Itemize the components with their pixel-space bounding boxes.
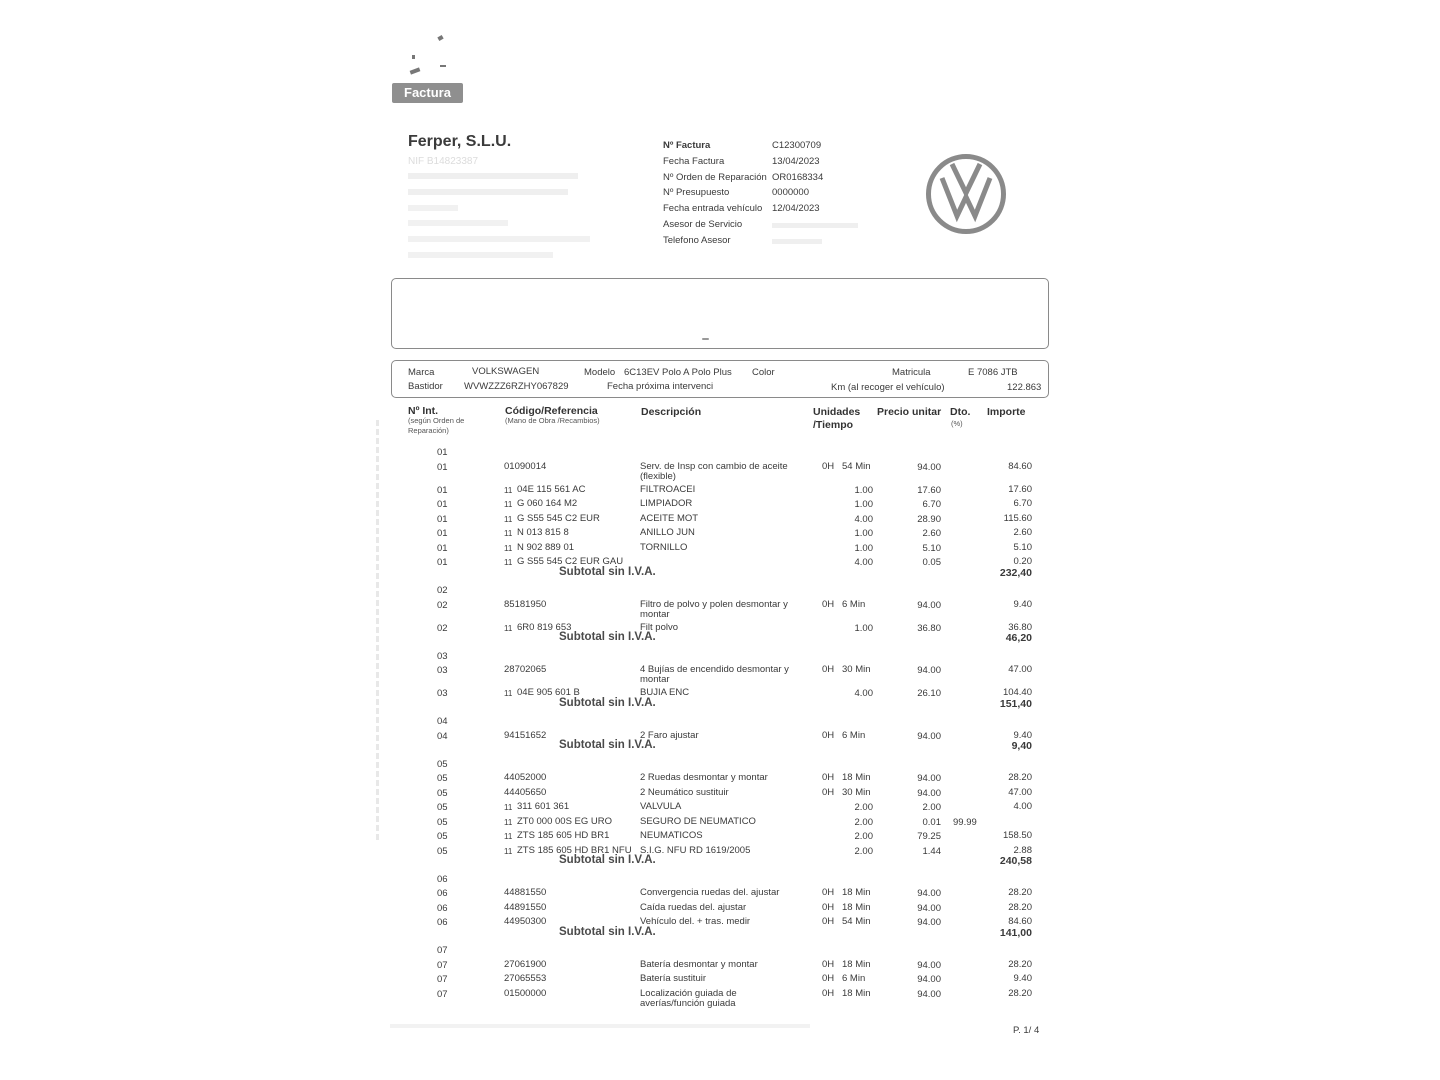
row-code-prefix: 11 (504, 803, 513, 812)
row-unit-price: 79.25 (917, 831, 941, 842)
scan-mark (440, 65, 446, 67)
subtotal-value: 240,58 (999, 855, 1032, 867)
row-code: ZT0 000 00S EG URO (517, 815, 613, 827)
row-code: N 013 815 8 (517, 527, 569, 538)
row-description-cont: averías/función guiada (640, 997, 736, 1009)
row-description: S.I.G. NFU RD 1619/2005 (640, 844, 751, 856)
company-address-faded (408, 236, 590, 242)
row-unit-price: 94.00 (917, 888, 941, 899)
row-code-prefix: 11 (504, 529, 513, 538)
invoice-info-value: 12/04/2023 (772, 203, 820, 215)
invoice-info-label: Fecha entrada vehículo (663, 203, 763, 215)
row-description: Vehículo del. + tras. medir (640, 916, 751, 927)
row-nint: 01 (437, 461, 448, 473)
row-unit-price: 94.00 (917, 917, 941, 928)
invoice-info-value (772, 223, 858, 228)
row-minutes: 6 Min (842, 973, 866, 984)
invoice-info-label: Nº Presupuesto (663, 187, 730, 199)
row-hours: 0H (822, 887, 835, 898)
row-unit-price: 5.10 (922, 542, 941, 554)
row-minutes: 54 Min (842, 916, 871, 927)
row-code: 04E 115 561 AC (517, 483, 586, 495)
color-label: Color (752, 367, 775, 378)
row-amount: 2.60 (1013, 527, 1032, 538)
company-address-faded (408, 220, 508, 226)
row-description: Batería sustituir (640, 973, 706, 984)
row-description: SEGURO DE NEUMATICO (640, 815, 756, 827)
row-nint: 04 (437, 730, 448, 742)
row-description: Convergencia ruedas del. ajustar (640, 887, 780, 898)
row-minutes: 18 Min (842, 958, 871, 970)
matricula-label: Matricula (892, 367, 931, 378)
row-minutes: 30 Min (842, 786, 871, 798)
row-code: ZTS 185 605 HD BR1 (517, 830, 610, 841)
row-nint: 06 (437, 902, 448, 914)
col-precio: Precio unitar (877, 406, 942, 418)
row-quantity: 4.00 (854, 513, 873, 525)
subtotal-label: Subtotal sin I.V.A. (559, 631, 656, 643)
row-hours: 0H (822, 460, 835, 472)
row-minutes: 6 Min (842, 598, 866, 610)
row-description-cont: montar (640, 608, 670, 620)
row-unit-price: 1.44 (922, 845, 941, 857)
col-dto-sub: (%) (951, 419, 963, 428)
group-number: 03 (437, 650, 448, 662)
row-description-cont: montar (640, 674, 670, 685)
row-code: 44405650 (504, 786, 547, 798)
row-nint: 01 (437, 528, 448, 539)
row-amount: 47.00 (1008, 786, 1032, 798)
row-amount: 115.60 (1003, 512, 1032, 524)
fecha-proxima-label: Fecha próxima intervenci (607, 381, 714, 392)
company-nif: NIF B14823387 (408, 156, 479, 167)
scan-mark (437, 35, 443, 41)
subtotal-value: 151,40 (999, 697, 1032, 710)
col-codigo-sub: (Mano de Obra /Recambios) (505, 416, 600, 425)
row-code: 27065553 (504, 973, 547, 984)
row-description: BUJIA ENC (640, 687, 690, 698)
row-nint: 01 (437, 557, 448, 568)
company-address-faded (408, 173, 578, 179)
page-number: P. 1/ 4 (1013, 1025, 1040, 1036)
row-code: 44052000 (504, 772, 547, 783)
row-unit-price: 0.05 (922, 557, 941, 568)
row-description: ACEITE MOT (640, 512, 699, 524)
row-code: G S55 545 C2 EUR (517, 512, 600, 524)
row-code: N 902 889 01 (517, 541, 575, 553)
row-hours: 0H (822, 772, 835, 783)
row-amount: 28.20 (1008, 772, 1032, 783)
row-unit-price: 94.00 (917, 599, 941, 611)
row-nint: 01 (437, 484, 448, 496)
row-description: Localización guiada de (640, 987, 737, 999)
row-quantity: 1.00 (854, 542, 873, 554)
row-minutes: 18 Min (842, 901, 871, 913)
row-code: 44881550 (504, 887, 547, 898)
row-unit-price: 26.10 (917, 688, 941, 699)
row-amount: 9.40 (1013, 973, 1032, 984)
row-amount: 17.60 (1008, 483, 1032, 495)
row-description: LIMPIADOR (640, 498, 693, 509)
vehicle-info-box (391, 360, 1049, 398)
invoice-info-label: Nº Factura (663, 140, 711, 151)
bastidor-value: WVWZZZ6RZHY067829 (464, 381, 569, 392)
row-nint: 03 (437, 665, 448, 676)
row-amount: 28.20 (1008, 901, 1032, 913)
row-hours: 0H (822, 958, 835, 970)
row-nint: 05 (437, 816, 448, 828)
group-number: 06 (437, 873, 448, 885)
col-unidades: Unidades /Tiempo (813, 406, 861, 431)
row-unit-price: 94.00 (917, 665, 941, 676)
row-quantity: 2.00 (854, 802, 873, 813)
subtotal-label: Subtotal sin I.V.A. (559, 739, 656, 751)
row-code-prefix: 11 (504, 846, 513, 856)
row-nint: 02 (437, 599, 448, 611)
subtotal-value: 232,40 (999, 566, 1032, 579)
group-number: 04 (437, 716, 448, 727)
invoice-info-value: 0000000 (772, 187, 809, 199)
volkswagen-logo-icon (925, 153, 1007, 235)
invoice-info-label: Asesor de Servicio (663, 219, 743, 230)
row-nint: 01 (437, 499, 448, 510)
row-amount: 9.40 (1013, 598, 1032, 610)
row-code: 94151652 (504, 729, 547, 741)
bastidor-label: Bastidor (408, 381, 443, 392)
subtotal-value: 9,40 (1011, 740, 1032, 752)
row-code-prefix: 11 (504, 689, 513, 698)
row-amount: 36.80 (1008, 621, 1032, 633)
invoice-info-value: OR0168334 (772, 171, 824, 183)
invoice-info-label: Telefono Asesor (663, 234, 731, 246)
row-unit-price: 94.00 (917, 461, 941, 473)
row-unit-price: 0.01 (922, 816, 941, 828)
col-nint-sub: (según Orden de Reparación) (408, 416, 465, 435)
row-quantity: 4.00 (854, 557, 873, 568)
row-description: 4 Bujías de encendido desmontar y (640, 664, 789, 675)
company-address-faded (408, 252, 553, 258)
row-unit-price: 94.00 (917, 959, 941, 971)
row-code: 85181950 (504, 598, 547, 610)
row-unit-price: 17.60 (917, 484, 941, 496)
row-unit-price: 94.00 (917, 974, 941, 985)
row-description: ANILLO JUN (640, 527, 695, 538)
row-code: 44950300 (504, 916, 547, 927)
row-amount: 84.60 (1008, 460, 1032, 472)
subtotal-value: 141,00 (999, 926, 1032, 939)
group-number: 02 (437, 585, 448, 596)
row-quantity: 1.00 (854, 528, 873, 539)
row-description: 2 Neumático sustituir (640, 786, 729, 798)
subtotal-label: Subtotal sin I.V.A. (559, 854, 656, 866)
row-code: 01090014 (504, 460, 547, 472)
row-nint: 01 (437, 513, 448, 525)
row-code: G S55 545 C2 EUR GAU (517, 556, 624, 567)
col-importe: Importe (987, 406, 1026, 418)
row-code-prefix: 11 (504, 817, 513, 827)
row-quantity: 1.00 (854, 484, 873, 496)
group-number: 01 (437, 447, 448, 458)
invoice-info-value: 13/04/2023 (772, 155, 820, 167)
marca-value: VOLKSWAGEN (472, 366, 540, 377)
row-code-prefix: 11 (504, 500, 513, 509)
row-code: 04E 905 601 B (517, 687, 580, 698)
invoice-info-label: Fecha Factura (663, 155, 725, 167)
marca-label: Marca (408, 367, 435, 378)
row-unit-price: 6.70 (922, 499, 941, 510)
row-description: 2 Ruedas desmontar y montar (640, 772, 768, 783)
row-description: Serv. de Insp con cambio de aceite (640, 460, 788, 472)
row-quantity: 1.00 (854, 622, 873, 634)
row-unit-price: 94.00 (917, 902, 941, 914)
row-nint: 07 (437, 959, 448, 971)
row-quantity: 2.00 (854, 831, 873, 842)
row-code: G 060 164 M2 (517, 498, 578, 509)
row-description: Filt polvo (640, 621, 679, 633)
row-minutes: 18 Min (842, 772, 871, 783)
company-address-faded (408, 205, 458, 211)
row-description-cont: (flexible) (640, 470, 676, 482)
row-code-prefix: 11 (504, 514, 513, 524)
invoice-info-value (772, 239, 822, 244)
row-nint: 07 (437, 974, 448, 985)
row-minutes: 30 Min (842, 664, 871, 675)
row-quantity: 4.00 (854, 688, 873, 699)
row-code: 01500000 (504, 987, 547, 999)
row-unit-price: 94.00 (917, 773, 941, 784)
row-hours: 0H (822, 916, 835, 927)
matricula-value: E 7086 JTB (968, 367, 1018, 378)
row-hours: 0H (822, 598, 835, 610)
row-nint: 02 (437, 622, 448, 634)
row-nint: 05 (437, 787, 448, 799)
row-code: 311 601 361 (517, 801, 570, 812)
row-minutes: 6 Min (842, 729, 866, 741)
row-amount: 158.50 (1002, 830, 1032, 841)
row-amount: 28.20 (1008, 958, 1032, 970)
row-description: NEUMATICOS (640, 830, 703, 841)
row-amount: 4.00 (1013, 801, 1032, 812)
row-description: TORNILLO (640, 541, 688, 553)
row-code: ZTS 185 605 HD BR1 NFU (517, 844, 632, 856)
row-unit-price: 94.00 (917, 988, 941, 1000)
modelo-label: Modelo (584, 367, 616, 378)
row-code-prefix: 11 (504, 485, 513, 495)
col-descripcion: Descripción (641, 406, 702, 418)
invoice-info-label: Nº Orden de Reparación (663, 171, 767, 183)
row-nint: 05 (437, 845, 448, 857)
row-nint: 01 (437, 542, 448, 554)
row-quantity: 1.00 (854, 499, 873, 510)
subtotal-value: 46,20 (1005, 632, 1032, 644)
row-minutes: 18 Min (842, 887, 871, 898)
customer-address-box (391, 278, 1049, 349)
col-dto: Dto. (950, 406, 971, 418)
side-legal-note (372, 420, 384, 840)
company-name: Ferper, S.L.U. (408, 133, 512, 150)
row-amount: 84.60 (1008, 916, 1032, 927)
col-nint: Nº Int. (408, 405, 439, 417)
row-hours: 0H (822, 901, 835, 913)
row-amount: 5.10 (1013, 541, 1032, 553)
row-amount: 6.70 (1013, 498, 1032, 509)
col-codigo: Código/Referencia (505, 405, 598, 417)
km-value: 122.863 (1007, 382, 1042, 393)
row-nint: 06 (437, 888, 448, 899)
row-minutes: 18 Min (842, 987, 871, 999)
row-unit-price: 2.00 (922, 802, 941, 813)
row-code: 28702065 (504, 664, 547, 675)
row-minutes: 54 Min (842, 460, 871, 472)
row-amount: 47.00 (1008, 664, 1032, 675)
row-description: Caída ruedas del. ajustar (640, 901, 747, 913)
row-nint: 05 (437, 831, 448, 842)
row-code: 27061900 (504, 958, 547, 970)
row-description: VALVULA (640, 801, 682, 812)
row-hours: 0H (822, 729, 835, 741)
row-discount: 99.99 (953, 816, 977, 828)
company-address-faded (408, 189, 568, 195)
row-amount: 2.88 (1013, 844, 1032, 856)
document-type-tag: Factura (392, 83, 463, 103)
row-amount: 28.20 (1008, 987, 1032, 999)
row-unit-price: 94.00 (917, 787, 941, 799)
row-amount: 0.20 (1013, 556, 1032, 567)
row-hours: 0H (822, 973, 835, 984)
row-amount: 104.40 (1002, 687, 1032, 698)
invoice-info-value: C12300709 (772, 140, 822, 151)
row-amount: 28.20 (1008, 887, 1032, 898)
row-amount: 9.40 (1013, 729, 1032, 741)
row-code: 6R0 819 653 (517, 621, 572, 633)
row-description: 2 Faro ajustar (640, 729, 699, 741)
row-unit-price: 28.90 (917, 513, 941, 525)
footer-legal-text (390, 1024, 810, 1028)
row-hours: 0H (822, 786, 835, 798)
subtotal-label: Subtotal sin I.V.A. (559, 925, 656, 938)
subtotal-label: Subtotal sin I.V.A. (559, 565, 656, 578)
row-description: FILTROACEI (640, 483, 696, 495)
row-quantity: 2.00 (854, 816, 873, 828)
row-nint: 05 (437, 773, 448, 784)
row-nint: 05 (437, 802, 448, 813)
row-code: 44891550 (504, 901, 547, 913)
row-code-prefix: 11 (504, 832, 513, 841)
row-hours: 0H (822, 664, 835, 675)
row-code-prefix: 11 (504, 543, 513, 553)
scan-mark (412, 55, 415, 59)
modelo-value: 6C13EV Polo A Polo Plus (624, 367, 732, 378)
row-unit-price: 2.60 (922, 528, 941, 539)
row-nint: 03 (437, 688, 448, 699)
row-nint: 06 (437, 917, 448, 928)
scan-mark (410, 67, 421, 74)
km-label: Km (al recoger el vehículo) (831, 382, 945, 393)
row-hours: 0H (822, 987, 835, 999)
subtotal-label: Subtotal sin I.V.A. (559, 696, 656, 709)
row-description: Filtro de polvo y polen desmontar y (640, 598, 788, 610)
row-code-prefix: 11 (504, 558, 513, 567)
row-unit-price: 36.80 (917, 622, 941, 634)
row-nint: 07 (437, 988, 448, 1000)
row-quantity: 2.00 (854, 845, 873, 857)
group-number: 07 (437, 945, 448, 956)
row-unit-price: 94.00 (917, 730, 941, 742)
row-description: Batería desmontar y montar (640, 958, 758, 970)
row-code-prefix: 11 (504, 623, 513, 633)
scan-mark (702, 338, 709, 340)
group-number: 05 (437, 758, 448, 770)
